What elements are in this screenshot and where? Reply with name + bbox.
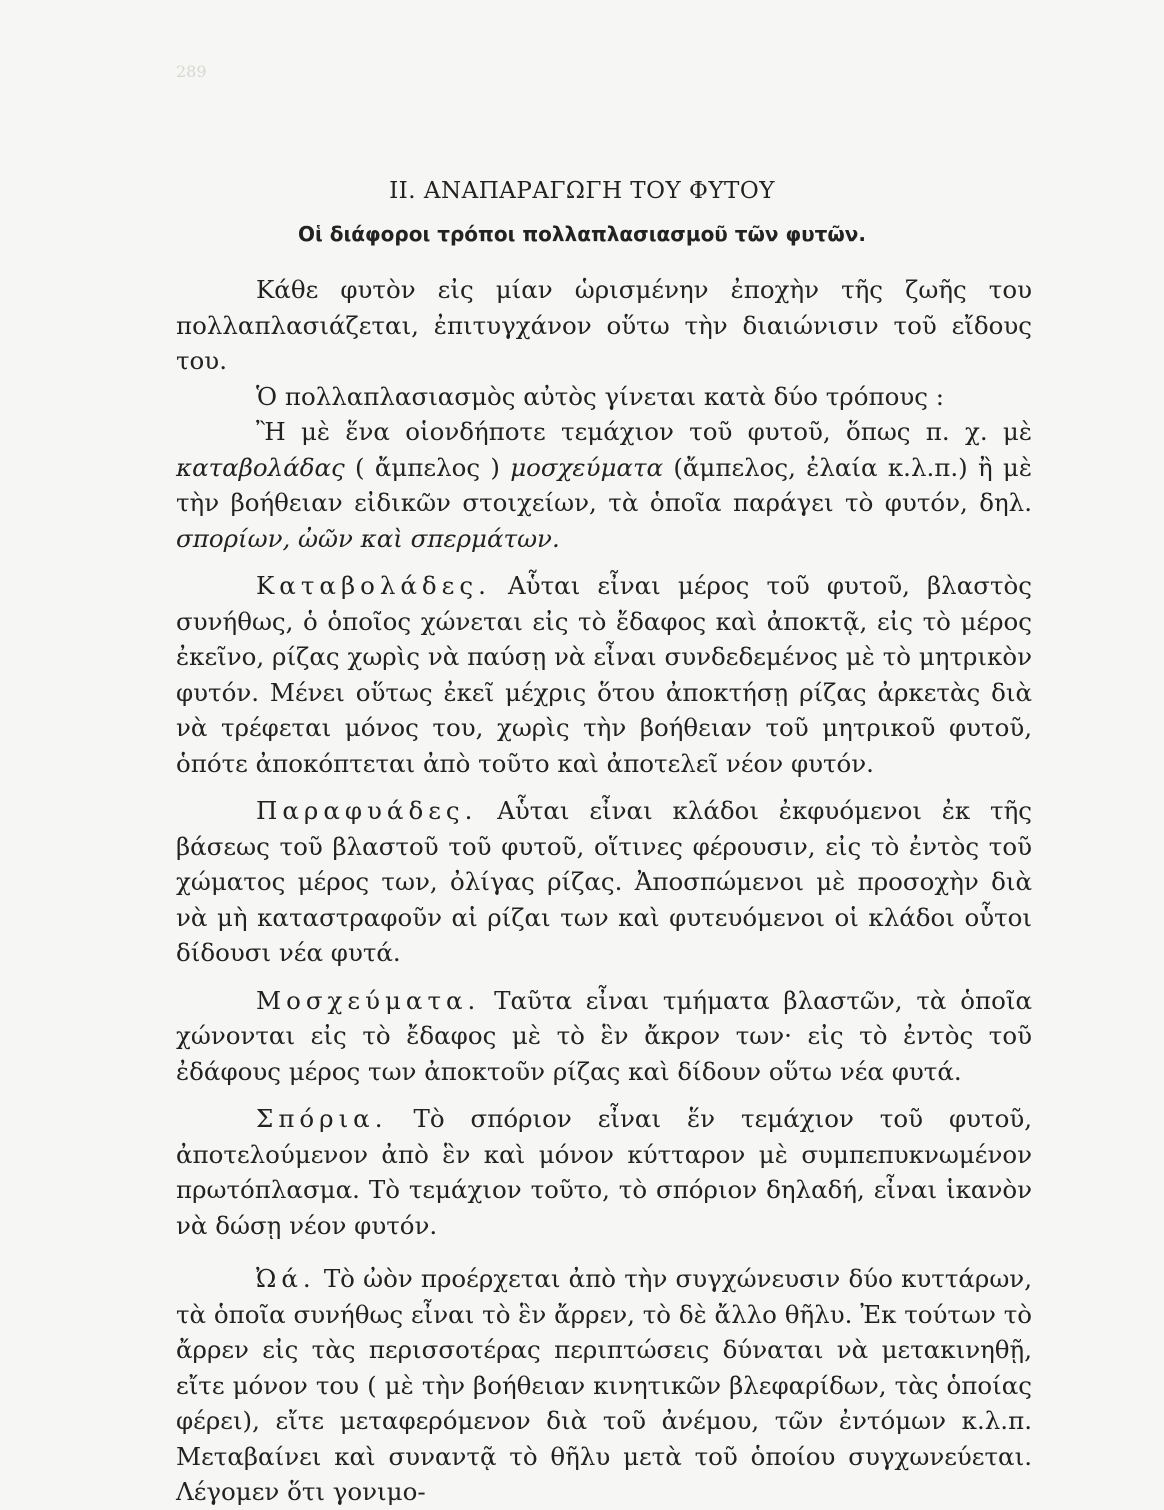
paragraph-moscheumata [176, 983, 1032, 1090]
term-sporia: σπορίων, ὠῶν καὶ σπερμάτων. [176, 523, 560, 553]
paragraph-oa [176, 1261, 1032, 1510]
text-run: Ἢ μὲ ἕνα οἱονδήποτε τεμάχιον τοῦ φυτοῦ, ὅπως π. χ. μὲ [256, 417, 1032, 446]
heading-sporia: Σπόρια. [256, 1104, 388, 1133]
text-run: (ἄμπελος, ἐλαία κ.λ.π.) ἢ μὲ τὴν βοήθειαν εἰδικῶν στοιχείων, τὰ ὁποῖα παράγει τὸ φυτόν, δηλ. [176, 452, 1032, 517]
text-run: Αὗται εἶναι μέρος τοῦ φυτοῦ, βλαστὸς συνήθως, ὁ ὁποῖος χώνεται εἰς τὸ ἔδαφος καὶ ἀποκτᾷ, εἰς τὸ μέρος ἐκεῖνο, ρίζας χωρὶς νὰ παύσῃ νὰ εἶναι συνδεδεμένος μὲ τὸ μητρικὸν φυτόν. Μένει οὕτως ἐκεῖ μέχρις ὅτου ἀποκτήσῃ ρίζας ἀρκετὰς διὰ νὰ τρέφεται μόνος του, χωρὶς τὴν βοήθειαν τοῦ μητρικοῦ φυτοῦ, ὁπότε ἀποκόπτεται ἀπὸ τοῦτο καὶ ἀποτελεῖ νέον φυτόν. [176, 571, 1032, 778]
term-moscheumata: μοσχεύματα [510, 452, 664, 482]
term-katavolades: καταβολάδας [176, 452, 345, 482]
paragraph-sporia [176, 1101, 1032, 1243]
text-run: Αὗται εἶναι κλάδοι ἐκφυόμενοι ἐκ τῆς βάσεως τοῦ βλαστοῦ τοῦ φυτοῦ, οἵτινες φέρουσιν, εἰς τὸ ἐντὸς τοῦ χώματος μέρος των, ὀλίγας ρίζας. Ἀποσπώμενοι μὲ προσοχὴν διὰ νὰ μὴ καταστραφοῦν αἱ ρίζαι των καὶ φυτευόμενοι οἱ κλάδοι οὗτοι δίδουσι νέα φυτά. [176, 796, 1032, 967]
heading-parafyades: Παραφυάδες. [256, 796, 478, 825]
paragraph-intro: Κάθε φυτὸν εἰς μίαν ὡρισμένην ἐποχὴν τῆς ζωῆς του πολλαπλασιάζεται, ἐπιτυγχάνον οὕτω τὴν διαιώνισιν τοῦ εἴδους του. [176, 275, 1032, 375]
text-run: Ταῦτα εἶναι τμήματα βλαστῶν, τὰ ὁποῖα χώνονται εἰς τὸ ἔδαφος μὲ τὸ ἓν ἄκρον των· εἰς τὸ ἐντὸς τοῦ ἐδάφους μέρος των ἀποκτοῦν ρίζας καὶ δίδουν οὕτω νέα φυτά. [176, 985, 1032, 1086]
heading-katavolades: Καταβολάδες. [256, 571, 491, 600]
chapter-title: II. ΑΝΑΠΑΡΑΓΩΓΗ ΤΟΥ ΦΥΤΟΥ [389, 178, 775, 204]
paragraph-means [176, 414, 1032, 556]
heading-moscheumata: Μοσχεύματα. [256, 985, 481, 1015]
text-run: Τὸ σπόριον εἶναι ἕν τεμάχιον τοῦ φυτοῦ, ἀποτελούμενον ἀπὸ ἓν καὶ μόνον κύτταρον μὲ συμπεπυκνωμένον πρωτόπλασμα. Τὸ τεμάχιον τοῦτο, τὸ σπόριον δηλαδή, εἶναι ἱκανὸν νὰ δώσῃ νέον φυτόν. [176, 1104, 1032, 1240]
paragraph-parafyades [176, 793, 1032, 971]
paragraph-methods: Ὁ πολλαπλασιασμὸς αὐτὸς γίνεται κατὰ δύο τρόπους : [256, 381, 944, 411]
body-text [176, 272, 1032, 1510]
paragraph-katavolades [176, 568, 1032, 781]
text-run: Τὸ ὠὸν προέρχεται ἀπὸ τὴν συγχώνευσιν δύο κυττάρων, τὰ ὁποῖα συνήθως εἶναι τὸ ἓν ἄρρεν, τὸ δὲ ἄλλο θῆλυ. Ἐκ τούτων τὸ ἄρρεν εἰς τὰς περισσοτέρας περιπτώσεις δύναται νὰ μετακινηθῇ, εἴτε μόνον του ( μὲ τὴν βοήθειαν κινητικῶν βλεφαρίδων, τὰς ὁποίας φέρει), εἴτε μεταφερόμενον διὰ τοῦ ἀνέμου, τῶν ἐντόμων κ.λ.π. Μεταβαίνει καὶ συναντᾷ τὸ θῆλυ μετὰ τοῦ ὁποίου συγχωνεύεται. Λέγομεν ὅτι γονιμο- [176, 1264, 1032, 1506]
section-subtitle: Οἱ διάφοροι τρόποι πολλαπλασιασμοῦ τῶν φυτῶν. [297, 222, 867, 246]
heading-oa: Ὠά. [256, 1264, 316, 1293]
text-run: ( ἄμπελος ) [344, 452, 511, 482]
bleed-through-page-number: 289 [176, 62, 207, 81]
